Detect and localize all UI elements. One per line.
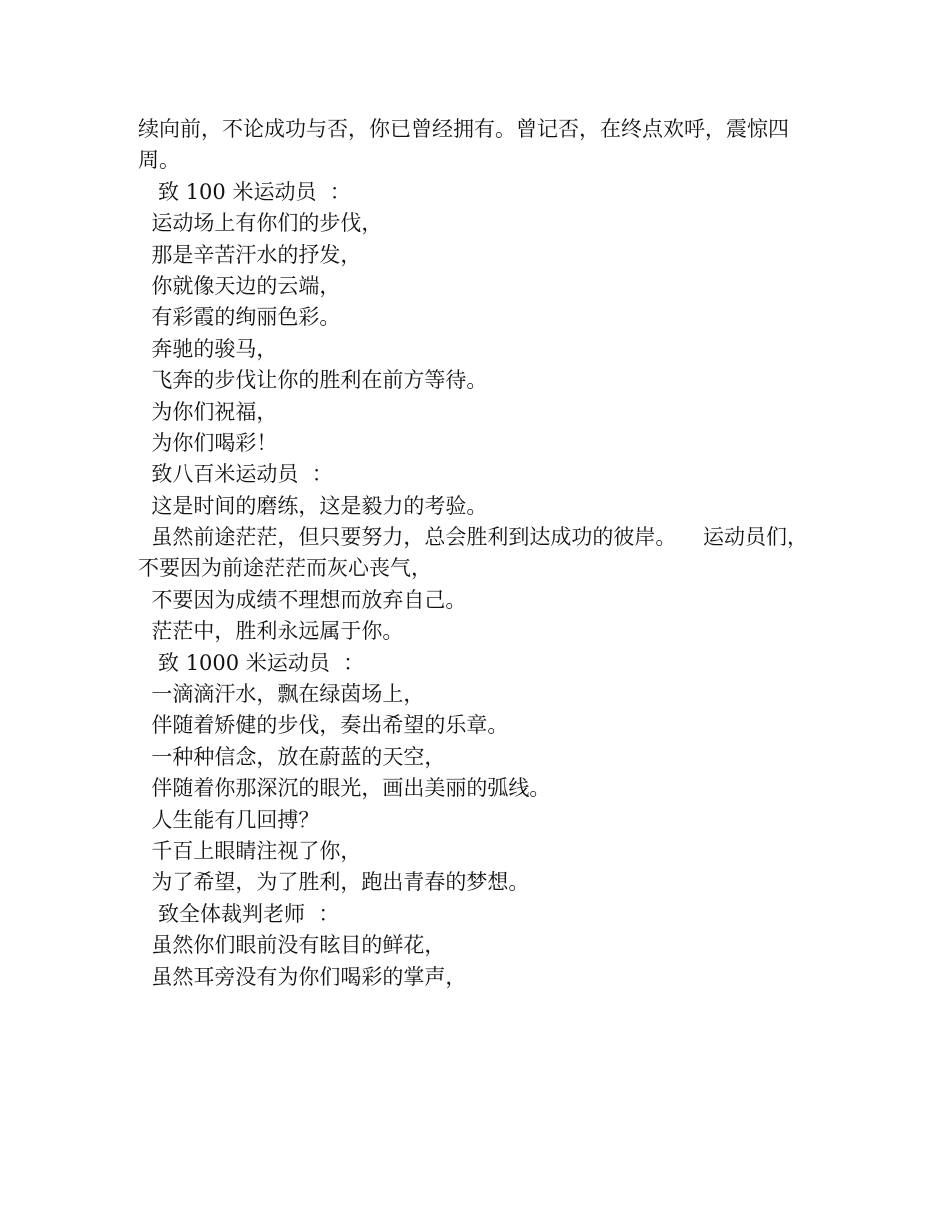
text-line: 虽然耳旁没有为你们喝彩的掌声， bbox=[138, 964, 467, 989]
text-line: 一种种信念，放在蔚蓝的天空， bbox=[138, 744, 446, 769]
text-line: 续向前，不论成功与否，你已曾经拥有。曾记否，在终点欢呼，震惊四 bbox=[138, 117, 789, 141]
text-line: 茫茫中，胜利永远属于你。 bbox=[138, 619, 404, 644]
text-line: 有彩霞的绚丽色彩。 bbox=[138, 305, 341, 330]
text-line: 你就像天边的云端， bbox=[138, 273, 341, 298]
text-line: 那是辛苦汗水的抒发， bbox=[138, 242, 362, 267]
text-line: 这是时间的磨练，这是毅力的考验。 bbox=[138, 493, 488, 518]
text-line: 虽然前途茫茫，但只要努力，总会胜利到达成功的彼岸。 运动员们， bbox=[138, 525, 809, 550]
text-line: 伴随着矫健的步伐，奏出希望的乐章。 bbox=[138, 713, 509, 738]
section-heading-800m: 致八百米运动员 ： bbox=[138, 462, 333, 487]
text-line: 一滴滴汗水，飘在绿茵场上， bbox=[138, 682, 425, 707]
section-heading-100m: 致 100 米运动员 ： bbox=[138, 179, 351, 204]
text-line: 不要因为成绩不理想而放弃自己。 bbox=[138, 587, 467, 612]
text-line: 飞奔的步伐让你的胜利在前方等待。 bbox=[138, 368, 488, 393]
text-line: 虽然你们眼前没有眩目的鲜花， bbox=[138, 933, 446, 958]
text-line: 运动场上有你们的步伐， bbox=[138, 211, 383, 236]
text-line: 为你们喝彩！ bbox=[138, 430, 278, 455]
section-heading-referees: 致全体裁判老师 ： bbox=[138, 901, 340, 926]
document-text bbox=[138, 114, 828, 993]
text-line: 千百上眼睛注视了你， bbox=[138, 838, 362, 863]
section-heading-1000m: 致 1000 米运动员 ： bbox=[138, 650, 365, 675]
text-line: 奔驰的骏马， bbox=[138, 336, 278, 361]
text-line: 周。 bbox=[138, 148, 180, 173]
text-line: 人生能有几回搏？ bbox=[138, 807, 320, 832]
text-line: 为你们祝福， bbox=[138, 399, 278, 424]
text-line: 为了希望，为了胜利，跑出青春的梦想。 bbox=[138, 870, 530, 895]
text-line: 伴随着你那深沉的眼光，画出美丽的弧线。 bbox=[138, 776, 551, 801]
text-line: 不要因为前途茫茫而灰心丧气， bbox=[138, 556, 432, 581]
